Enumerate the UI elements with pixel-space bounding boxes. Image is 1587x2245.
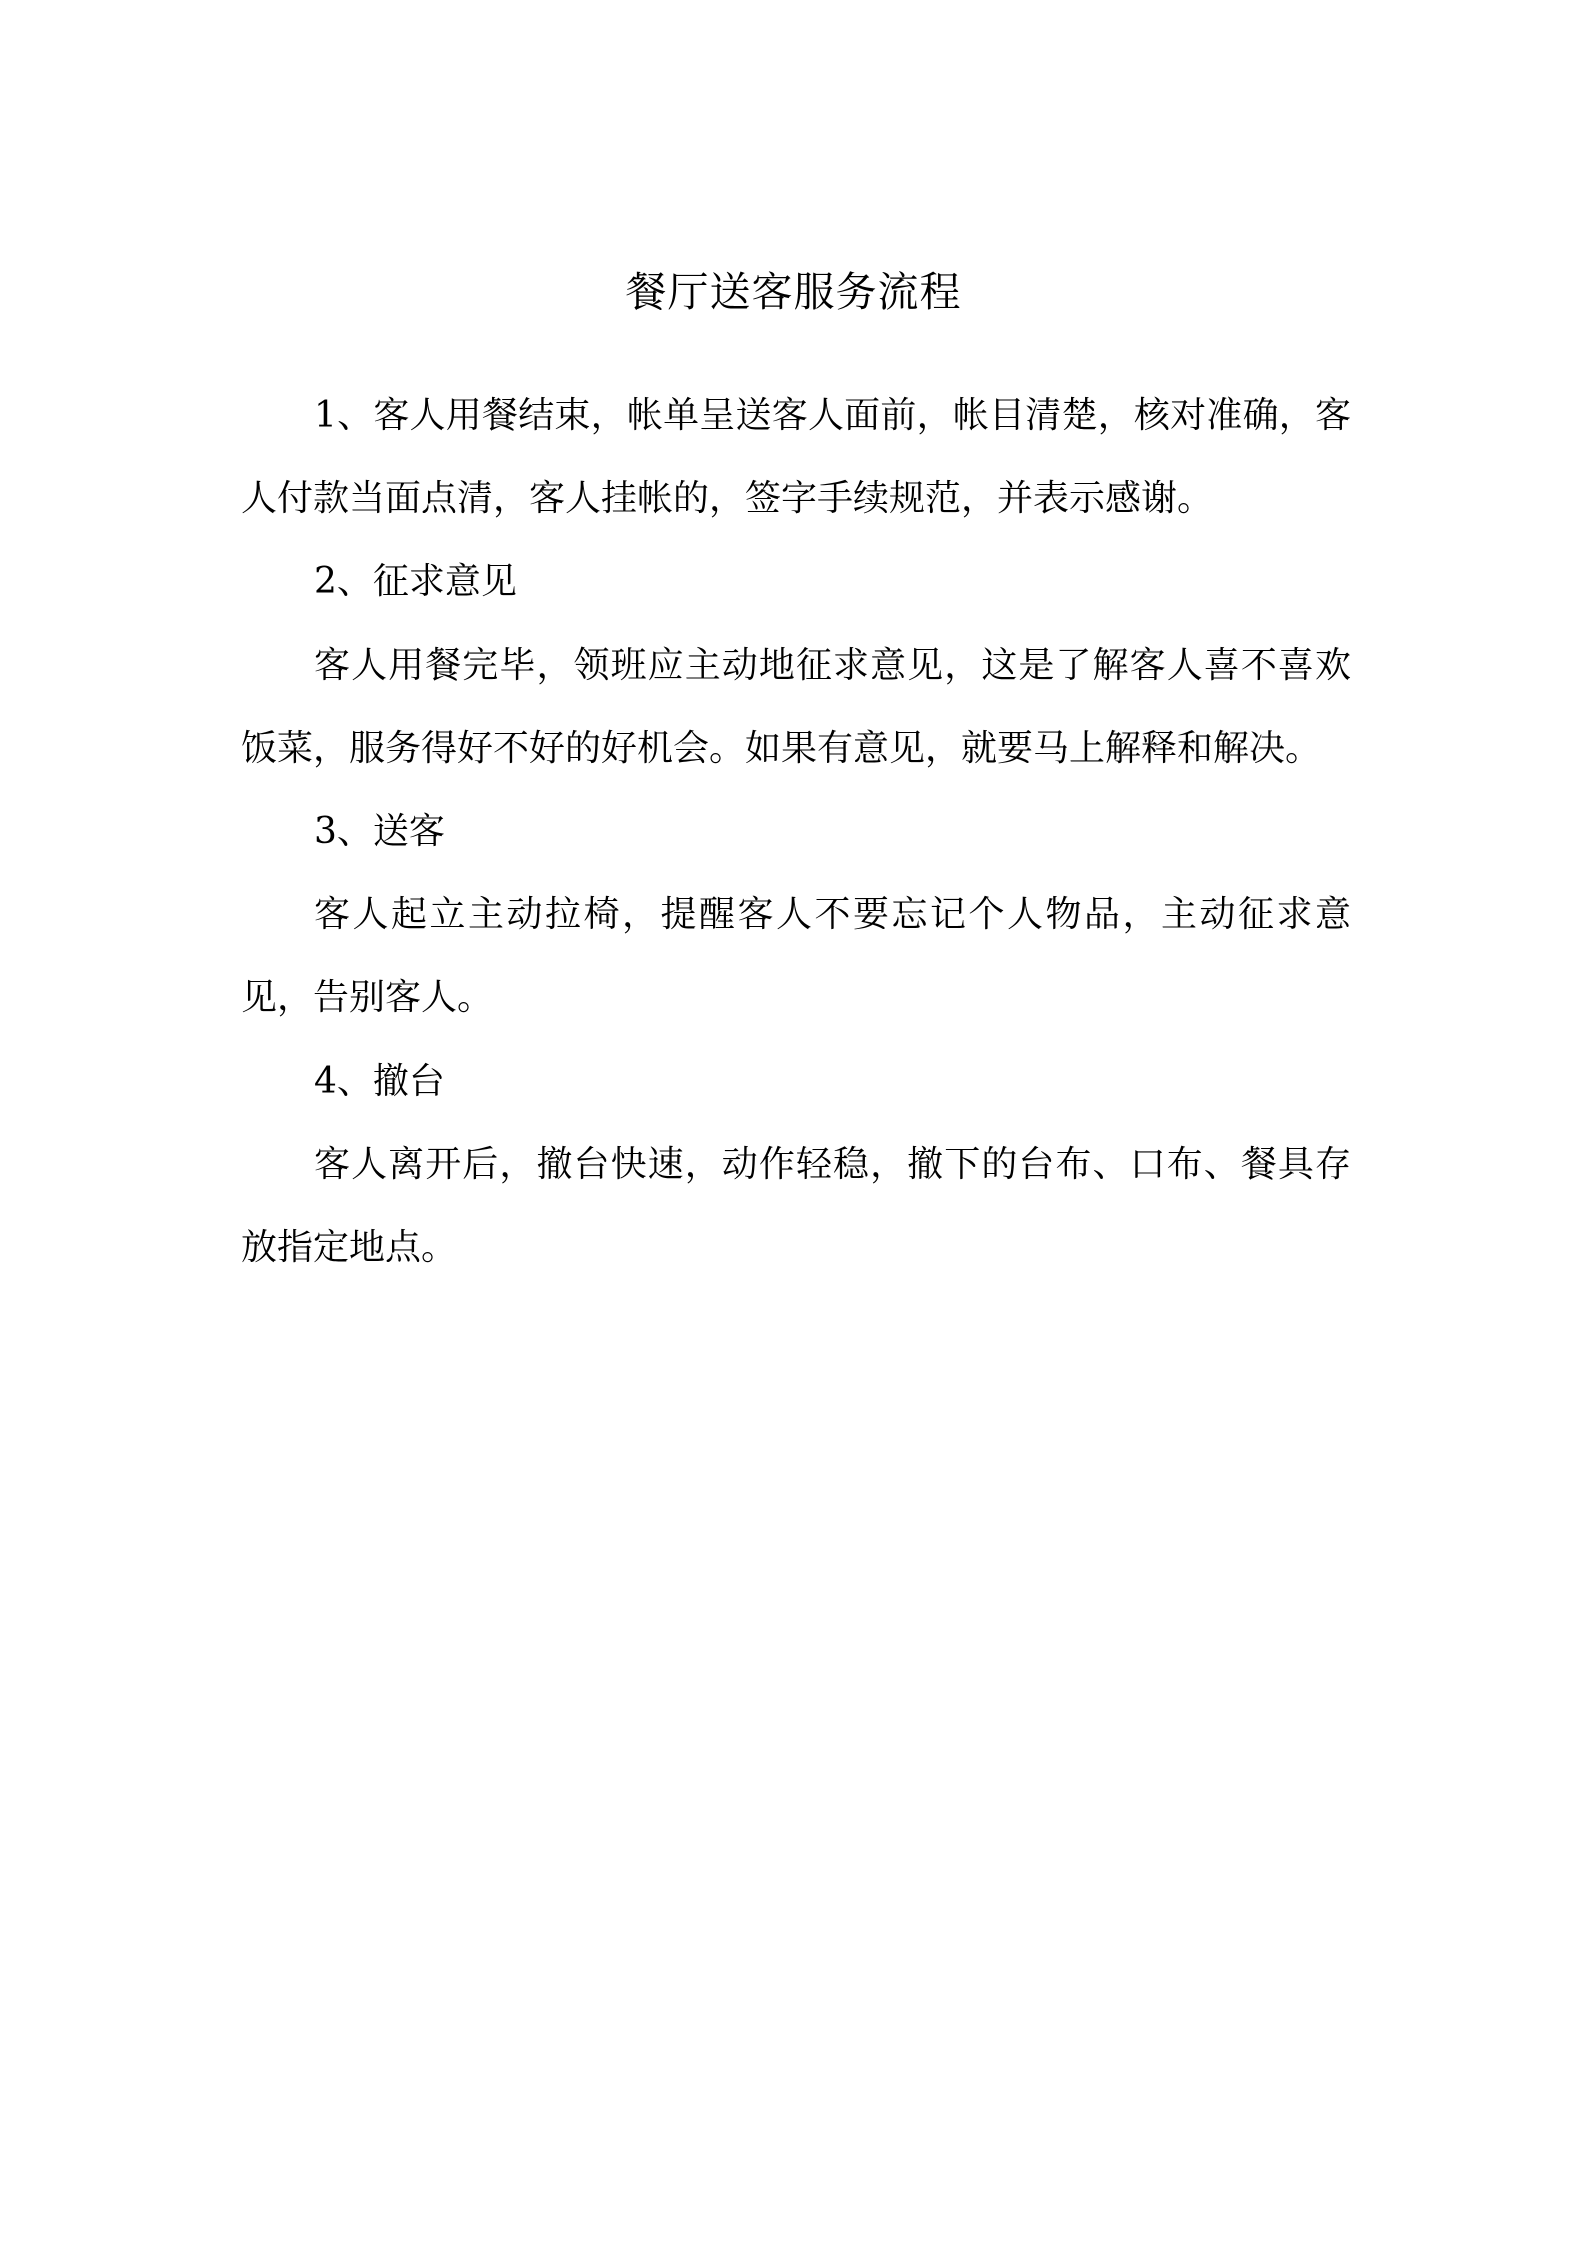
paragraph-bill-settlement: 1、客人用餐结束，帐单呈送客人面前，帐目清楚，核对准确，客人付款当面点清，客人挂帐的，签字手续规范，并表示感谢。 [241,395,1351,520]
heading-solicit-feedback: 2、征求意见 [314,561,517,603]
paragraph-clear-table: 客人离开后，撤台快速，动作轻稳，撤下的台布、口布、餐具存放指定地点。 [241,1143,1351,1269]
paragraph-see-off-guests: 客人起立主动拉椅，提醒客人不要忘记个人物品，主动征求意见，告别客人。 [241,894,1351,1019]
heading-see-off-guests: 3、送客 [314,811,445,853]
document-body [241,374,1351,1289]
paragraph-solicit-feedback: 客人用餐完毕，领班应主动地征求意见，这是了解客人喜不喜欢饭菜，服务得好不好的好机会。如果有意见，就要马上解释和解决。 [241,644,1351,769]
heading-clear-table: 4、撤台 [314,1060,445,1102]
page-title: 餐厅送客服务流程 [625,268,962,316]
